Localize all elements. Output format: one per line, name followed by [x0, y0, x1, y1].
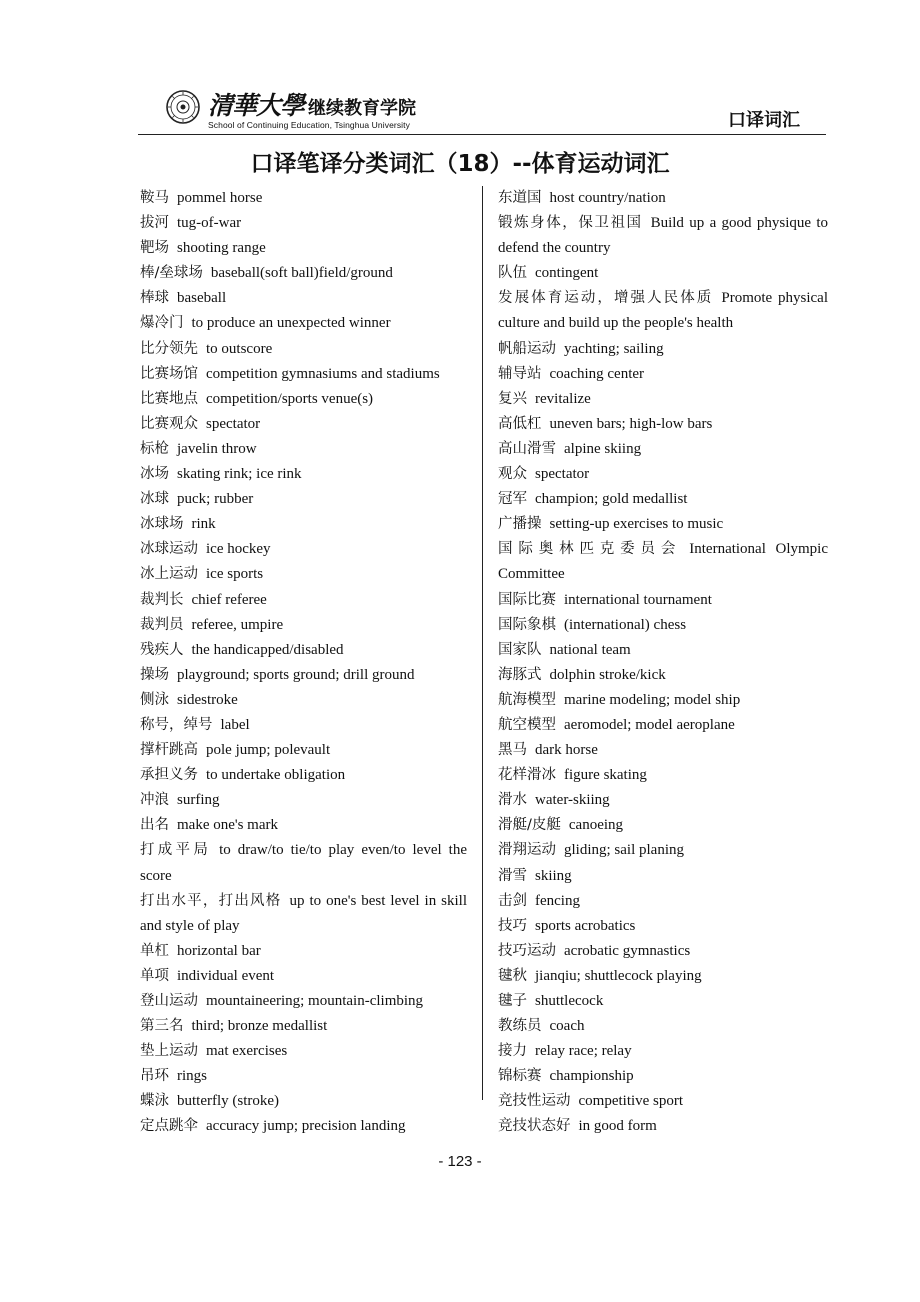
term-chinese: 航空模型	[498, 716, 556, 733]
vocabulary-entry	[140, 285, 467, 310]
vocabulary-entry	[140, 511, 467, 536]
term-chinese: 爆冷门	[140, 315, 184, 332]
term-chinese: 东道国	[498, 190, 542, 206]
term-english: competition gymnasiums and stadiums	[206, 365, 440, 382]
term-chinese: 国际比赛	[498, 591, 556, 608]
logo-school-name: 继续教育学院	[308, 98, 417, 119]
term-english: to produce an unexpected winner	[191, 315, 391, 332]
vocabulary-entry	[140, 837, 467, 887]
logo-university-name: 清華大學	[208, 91, 305, 120]
vocabulary-entry	[140, 210, 467, 235]
term-chinese: 比分领先	[140, 340, 198, 357]
vocabulary-entry	[140, 235, 467, 260]
vocabulary-entry	[498, 1038, 828, 1063]
term-chinese: 航海模型	[498, 691, 556, 708]
vocabulary-entry	[498, 988, 828, 1013]
term-english: champion; gold medallist	[535, 491, 688, 508]
vocabulary-entry	[140, 561, 467, 586]
term-english: rink	[191, 516, 216, 533]
vocabulary-entry	[140, 712, 467, 737]
term-english: to undertake obligation	[206, 767, 346, 784]
term-chinese: 操场	[140, 666, 169, 683]
term-english: contingent	[535, 265, 599, 282]
term-english: the handicapped/disabled	[191, 641, 344, 658]
vocabulary-entry	[498, 737, 828, 762]
term-english: chief referee	[191, 591, 267, 608]
term-chinese: 单项	[140, 967, 169, 984]
term-chinese: 发展体育运动，增强人民体质	[498, 290, 714, 307]
vocabulary-entry	[140, 888, 467, 938]
vocabulary-entry	[140, 662, 467, 687]
term-chinese: 滑水	[498, 792, 527, 809]
term-english: make one's mark	[177, 817, 279, 834]
term-chinese: 冰上运动	[140, 566, 198, 583]
term-chinese: 广播操	[498, 516, 542, 533]
institution-logo	[208, 86, 416, 130]
term-chinese: 标枪	[140, 440, 169, 457]
vocabulary-entry	[498, 587, 828, 612]
term-chinese: 高山滑雪	[498, 440, 556, 457]
vocabulary-entry	[498, 361, 828, 386]
term-english: setting-up exercises to music	[549, 516, 724, 533]
term-english: javelin throw	[177, 440, 257, 457]
column-divider	[482, 186, 483, 1100]
term-chinese: 国际象棋	[498, 616, 556, 633]
term-english: dark horse	[535, 742, 598, 759]
vocabulary-entry	[140, 486, 467, 511]
term-english: ice sports	[206, 566, 264, 583]
term-english: national team	[549, 641, 631, 658]
term-chinese: 打成平局	[140, 842, 212, 859]
vocabulary-entry	[140, 963, 467, 988]
vocabulary-entry	[498, 486, 828, 511]
term-english: Build up a good physique to defend the country	[498, 215, 829, 257]
page-header	[138, 84, 826, 136]
term-chinese: 锦标赛	[498, 1068, 542, 1085]
vocabulary-entry	[498, 938, 828, 963]
vocabulary-entry	[498, 436, 828, 461]
vocabulary-entry	[498, 386, 828, 411]
vocabulary-entry	[140, 436, 467, 461]
vocabulary-entry	[498, 963, 828, 988]
term-english: in good form	[578, 1118, 657, 1135]
term-english: fencing	[535, 892, 580, 909]
vocabulary-entry	[140, 687, 467, 712]
term-chinese: 棒/垒球场	[140, 265, 203, 282]
term-chinese: 滑翔运动	[498, 842, 556, 859]
vocabulary-entry	[498, 411, 828, 436]
vocabulary-entry	[498, 1088, 828, 1113]
term-english: spectator	[535, 466, 590, 483]
term-chinese: 蝶泳	[140, 1093, 169, 1110]
term-chinese: 教练员	[498, 1018, 542, 1035]
term-english: Promote physical culture and build up the people's health	[498, 290, 828, 332]
vocabulary-entry	[140, 185, 467, 210]
term-chinese: 冠军	[498, 491, 527, 508]
term-chinese: 定点跳伞	[140, 1118, 198, 1135]
term-chinese: 承担义务	[140, 767, 198, 784]
vocabulary-entry	[140, 361, 467, 386]
header-divider	[138, 134, 826, 135]
term-english: skiing	[535, 867, 572, 884]
term-english: butterfly (stroke)	[177, 1093, 280, 1110]
vocabulary-entry	[498, 762, 828, 787]
term-chinese: 冲浪	[140, 792, 169, 809]
term-chinese: 队伍	[498, 265, 527, 282]
vocabulary-entry	[498, 712, 828, 737]
term-english: gliding; sail planing	[564, 842, 684, 859]
term-chinese: 击剑	[498, 892, 527, 909]
vocabulary-column-left	[140, 185, 467, 1139]
term-chinese: 登山运动	[140, 993, 198, 1009]
term-chinese: 比赛场馆	[140, 365, 198, 382]
vocabulary-entry	[498, 637, 828, 662]
term-chinese: 竞技状态好	[498, 1118, 571, 1135]
term-chinese: 国际奥林匹克委员会	[498, 541, 682, 558]
page-number: - 123 -	[438, 1153, 482, 1170]
term-english: individual event	[177, 967, 275, 984]
term-chinese: 滑雪	[498, 867, 527, 884]
term-english: International Olympic Committee	[498, 541, 828, 583]
vocabulary-entry	[140, 336, 467, 361]
vocabulary-entry	[140, 461, 467, 486]
vocabulary-entry	[140, 587, 467, 612]
term-chinese: 拔河	[140, 215, 169, 232]
vocabulary-entry	[498, 285, 828, 335]
vocabulary-entry	[498, 687, 828, 712]
term-english: jianqiu; shuttlecock playing	[535, 967, 702, 984]
vocabulary-entry	[498, 863, 828, 888]
term-english: competition/sports venue(s)	[206, 390, 374, 407]
term-english: uneven bars; high-low bars	[549, 415, 713, 432]
term-chinese: 滑艇/皮艇	[498, 817, 561, 834]
vocabulary-entry	[498, 662, 828, 687]
vocabulary-entry	[140, 988, 467, 1013]
term-english: competitive sport	[578, 1093, 684, 1110]
term-chinese: 冰场	[140, 466, 169, 483]
term-english: baseball(soft ball)field/ground	[210, 265, 393, 282]
term-chinese: 帆船运动	[498, 340, 556, 357]
term-english: pole jump; polevault	[206, 742, 331, 759]
vocabulary-entry	[498, 913, 828, 938]
term-chinese: 冰球场	[140, 516, 184, 533]
term-english: acrobatic gymnastics	[564, 942, 691, 959]
term-chinese: 比赛观众	[140, 415, 198, 432]
term-chinese: 辅导站	[498, 365, 542, 382]
term-english: canoeing	[568, 817, 624, 834]
vocabulary-entry	[140, 938, 467, 963]
vocabulary-entry	[140, 737, 467, 762]
term-chinese: 高低杠	[498, 415, 542, 432]
term-english: international tournament	[564, 591, 712, 608]
term-chinese: 裁判员	[140, 616, 184, 633]
term-chinese: 单杠	[140, 942, 169, 959]
vocabulary-entry	[498, 888, 828, 913]
term-chinese: 海豚式	[498, 666, 542, 683]
vocabulary-entry	[498, 1113, 828, 1138]
term-english: aeromodel; model aeroplane	[564, 716, 735, 733]
term-chinese: 国家队	[498, 641, 542, 658]
vocabulary-entry	[140, 411, 467, 436]
term-chinese: 称号，绰号	[140, 716, 213, 733]
term-english: host country/nation	[549, 190, 666, 206]
term-english: shooting range	[177, 240, 266, 257]
term-english: sports acrobatics	[535, 917, 636, 934]
section-label: 口译词汇	[728, 110, 800, 131]
logo-english-name: School of Continuing Education, Tsinghua University	[208, 120, 410, 130]
term-chinese: 出名	[140, 817, 169, 834]
term-chinese: 打出水平，打出风格	[140, 892, 282, 909]
term-chinese: 黑马	[498, 742, 527, 759]
term-chinese: 裁判长	[140, 591, 184, 608]
term-chinese: 毽子	[498, 993, 527, 1009]
vocabulary-entry	[140, 787, 467, 812]
vocabulary-entry	[140, 536, 467, 561]
vocabulary-entry	[498, 461, 828, 486]
vocabulary-entry	[140, 1113, 467, 1138]
term-english: third; bronze medallist	[191, 1018, 328, 1035]
term-english: puck; rubber	[177, 491, 254, 508]
term-english: up to one's best level in skill and style of play	[140, 892, 468, 934]
term-chinese: 靶场	[140, 240, 169, 257]
term-english: shuttlecock	[535, 993, 604, 1009]
term-chinese: 棒球	[140, 290, 169, 307]
term-english: figure skating	[564, 767, 647, 784]
term-english: label	[220, 716, 250, 733]
term-english: accuracy jump; precision landing	[206, 1118, 406, 1135]
vocabulary-entry	[140, 637, 467, 662]
vocabulary-entry	[140, 762, 467, 787]
term-english: horizontal bar	[177, 942, 261, 959]
vocabulary-entry	[498, 336, 828, 361]
term-english: coaching center	[549, 365, 645, 382]
vocabulary-entry	[140, 812, 467, 837]
vocabulary-entry	[140, 310, 467, 335]
term-english: spectator	[206, 415, 261, 432]
term-english: ice hockey	[206, 541, 271, 558]
term-english: (international) chess	[564, 616, 687, 633]
vocabulary-entry	[140, 1038, 467, 1063]
term-chinese: 第三名	[140, 1018, 184, 1035]
term-english: referee, umpire	[191, 616, 284, 633]
term-chinese: 侧泳	[140, 691, 169, 708]
term-english: pommel horse	[177, 190, 263, 206]
vocabulary-entry	[498, 612, 828, 637]
term-english: yachting; sailing	[564, 340, 664, 357]
term-english: to outscore	[206, 340, 273, 357]
term-english: water-skiing	[535, 792, 610, 809]
vocabulary-entry	[498, 185, 828, 210]
tsinghua-seal-icon	[166, 90, 200, 124]
vocabulary-entry	[498, 210, 828, 260]
vocabulary-entry	[498, 787, 828, 812]
term-english: championship	[549, 1068, 634, 1085]
vocabulary-entry	[140, 1088, 467, 1113]
term-chinese: 观众	[498, 466, 527, 483]
term-english: coach	[549, 1018, 585, 1035]
vocabulary-entry	[140, 1013, 467, 1038]
term-chinese: 技巧	[498, 917, 527, 934]
term-english: mat exercises	[206, 1043, 288, 1060]
term-english: to draw/to tie/to play even/to level the score	[140, 842, 467, 884]
term-chinese: 接力	[498, 1043, 527, 1060]
vocabulary-entry	[140, 386, 467, 411]
term-english: alpine skiing	[564, 440, 642, 457]
page-title: 口译笔译分类词汇（18）--体育运动词汇	[250, 151, 670, 177]
term-chinese: 比赛地点	[140, 390, 198, 407]
term-chinese: 复兴	[498, 390, 527, 407]
term-english: playground; sports ground; drill ground	[177, 666, 415, 683]
vocabulary-entry	[498, 260, 828, 285]
vocabulary-entry	[140, 1063, 467, 1088]
term-english: skating rink; ice rink	[177, 466, 302, 483]
term-chinese: 冰球	[140, 491, 169, 508]
vocabulary-entry	[140, 260, 467, 285]
term-english: mountaineering; mountain-climbing	[206, 993, 424, 1009]
term-english: sidestroke	[177, 691, 238, 708]
term-english: surfing	[177, 792, 220, 809]
term-english: dolphin stroke/kick	[549, 666, 666, 683]
term-chinese: 撑杆跳高	[140, 742, 198, 759]
vocabulary-entry	[498, 511, 828, 536]
term-chinese: 吊环	[140, 1068, 169, 1085]
term-chinese: 花样滑冰	[498, 767, 556, 784]
vocabulary-entry	[498, 1063, 828, 1088]
term-english: baseball	[177, 290, 227, 307]
term-english: rings	[177, 1068, 207, 1085]
vocabulary-entry	[498, 1013, 828, 1038]
vocabulary-entry	[498, 837, 828, 862]
term-english: marine modeling; model ship	[564, 691, 741, 708]
term-chinese: 锻炼身体，保卫祖国	[498, 215, 643, 232]
vocabulary-column-right	[498, 185, 828, 1139]
vocabulary-entry	[498, 812, 828, 837]
term-english: revitalize	[535, 390, 591, 407]
term-chinese: 残疾人	[140, 641, 184, 658]
vocabulary-entry	[140, 612, 467, 637]
term-english: tug-of-war	[177, 215, 242, 232]
term-chinese: 毽秋	[498, 967, 527, 984]
term-chinese: 技巧运动	[498, 942, 556, 959]
term-chinese: 冰球运动	[140, 541, 198, 558]
term-chinese: 竞技性运动	[498, 1093, 571, 1110]
term-chinese: 垫上运动	[140, 1043, 198, 1060]
term-english: relay race; relay	[535, 1043, 632, 1060]
vocabulary-entry	[498, 536, 828, 586]
term-chinese: 鞍马	[140, 190, 169, 206]
